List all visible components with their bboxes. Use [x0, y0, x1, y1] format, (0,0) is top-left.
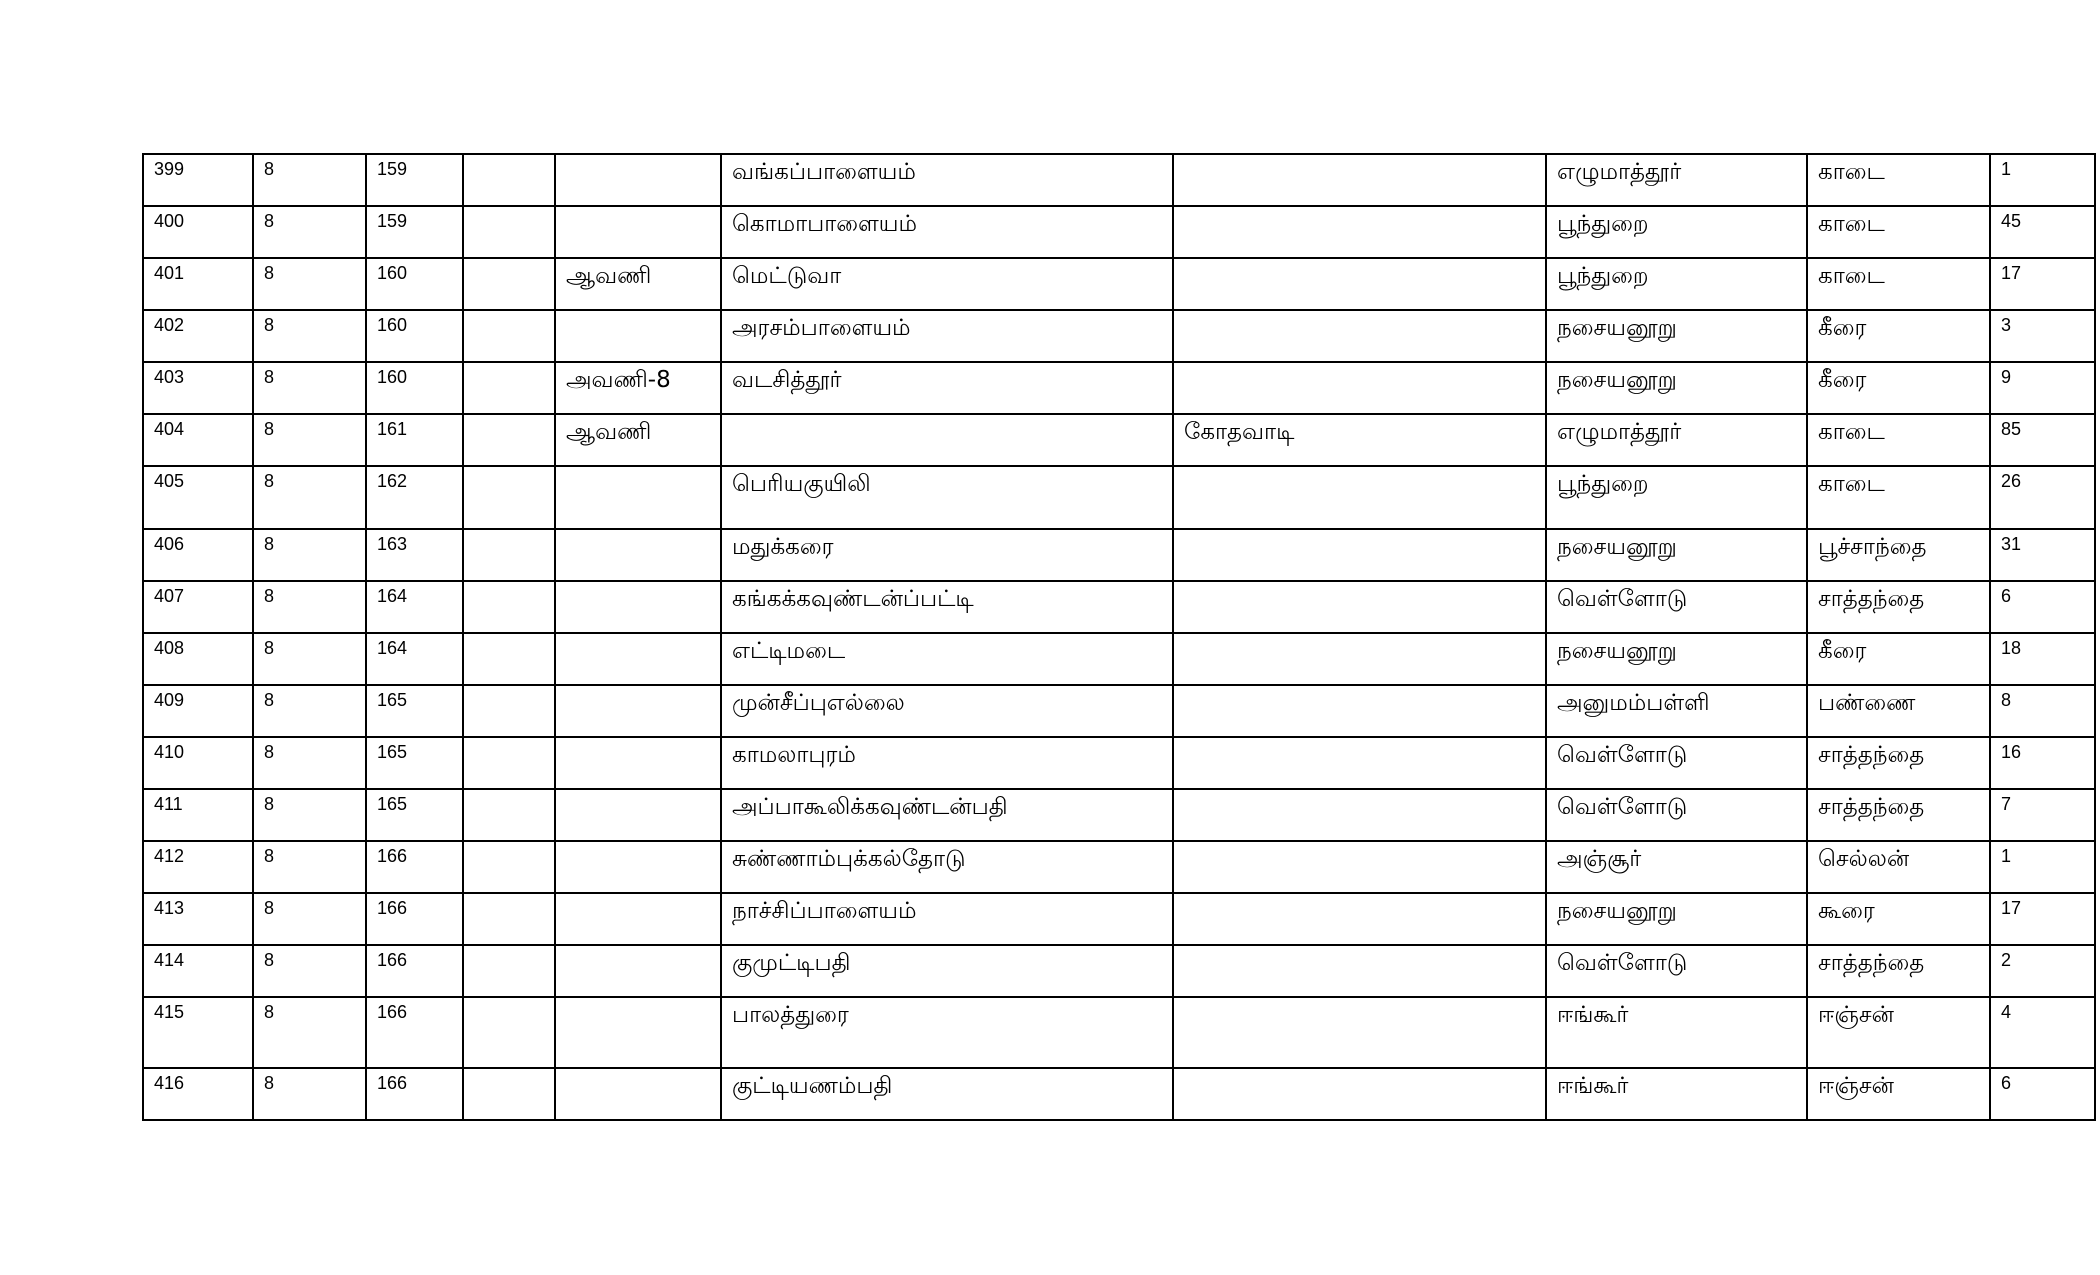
cell-month	[555, 737, 721, 789]
cell-col3: 159	[366, 206, 463, 258]
cell-month	[555, 581, 721, 633]
cell-serial-number: 414	[143, 945, 253, 997]
cell-serial-number: 401	[143, 258, 253, 310]
cell-month	[555, 1068, 721, 1120]
cell-month: ஆவணி	[555, 258, 721, 310]
cell-col4	[463, 414, 555, 466]
cell-col4	[463, 466, 555, 529]
cell-village: பாலத்துரை	[721, 997, 1173, 1068]
cell-month	[555, 789, 721, 841]
cell-col4	[463, 310, 555, 362]
cell-village	[721, 414, 1173, 466]
cell-col4	[463, 1068, 555, 1120]
cell-serial-number: 409	[143, 685, 253, 737]
cell-village: பெரியகுயிலி	[721, 466, 1173, 529]
cell-panchayat: நசையனூறு	[1546, 310, 1807, 362]
cell-count: 45	[1990, 206, 2095, 258]
cell-caste: சாத்தந்தை	[1807, 945, 1990, 997]
cell-col4	[463, 789, 555, 841]
cell-count: 1	[1990, 154, 2095, 206]
cell-panchayat: அஞ்சூர்	[1546, 841, 1807, 893]
table-body	[143, 154, 2095, 1120]
cell-caste: கீரை	[1807, 633, 1990, 685]
cell-hamlet	[1173, 997, 1546, 1068]
table-row	[143, 633, 2095, 685]
cell-count: 9	[1990, 362, 2095, 414]
cell-caste: காடை	[1807, 206, 1990, 258]
cell-count: 26	[1990, 466, 2095, 529]
cell-panchayat: வெள்ளோடு	[1546, 737, 1807, 789]
cell-village: மதுக்கரை	[721, 529, 1173, 581]
cell-hamlet: கோதவாடி	[1173, 414, 1546, 466]
cell-serial-number: 400	[143, 206, 253, 258]
cell-serial-number: 415	[143, 997, 253, 1068]
cell-serial-number: 405	[143, 466, 253, 529]
cell-village: காமலாபுரம்	[721, 737, 1173, 789]
cell-panchayat: நசையனூறு	[1546, 893, 1807, 945]
table-row	[143, 154, 2095, 206]
cell-hamlet	[1173, 893, 1546, 945]
cell-caste: காடை	[1807, 154, 1990, 206]
cell-hamlet	[1173, 206, 1546, 258]
cell-hamlet	[1173, 581, 1546, 633]
cell-village: எட்டிமடை	[721, 633, 1173, 685]
cell-month	[555, 841, 721, 893]
cell-hamlet	[1173, 310, 1546, 362]
cell-panchayat: பூந்துறை	[1546, 206, 1807, 258]
cell-col3: 166	[366, 945, 463, 997]
cell-col3: 164	[366, 633, 463, 685]
cell-count: 16	[1990, 737, 2095, 789]
cell-col4	[463, 945, 555, 997]
cell-col2: 8	[253, 154, 366, 206]
cell-serial-number: 413	[143, 893, 253, 945]
cell-col2: 8	[253, 737, 366, 789]
cell-count: 2	[1990, 945, 2095, 997]
cell-hamlet	[1173, 1068, 1546, 1120]
cell-col4	[463, 154, 555, 206]
cell-col2: 8	[253, 466, 366, 529]
cell-caste: சாத்தந்தை	[1807, 789, 1990, 841]
cell-panchayat: ஈங்கூர்	[1546, 1068, 1807, 1120]
cell-count: 4	[1990, 997, 2095, 1068]
cell-panchayat: பூந்துறை	[1546, 466, 1807, 529]
cell-village: கங்கக்கவுண்டன்ப்பட்டி	[721, 581, 1173, 633]
cell-count: 17	[1990, 893, 2095, 945]
cell-serial-number: 399	[143, 154, 253, 206]
cell-village: அரசம்பாளையம்	[721, 310, 1173, 362]
cell-col2: 8	[253, 893, 366, 945]
cell-col3: 165	[366, 685, 463, 737]
records-table	[142, 153, 2096, 1121]
cell-col3: 166	[366, 893, 463, 945]
cell-hamlet	[1173, 685, 1546, 737]
table-row	[143, 737, 2095, 789]
cell-col3: 166	[366, 841, 463, 893]
cell-col4	[463, 685, 555, 737]
cell-month	[555, 893, 721, 945]
cell-hamlet	[1173, 258, 1546, 310]
cell-village: நாச்சிப்பாளையம்	[721, 893, 1173, 945]
cell-village: குமுட்டிபதி	[721, 945, 1173, 997]
cell-serial-number: 403	[143, 362, 253, 414]
cell-caste: காடை	[1807, 414, 1990, 466]
cell-month	[555, 154, 721, 206]
cell-month	[555, 685, 721, 737]
cell-hamlet	[1173, 466, 1546, 529]
cell-col3: 163	[366, 529, 463, 581]
cell-month	[555, 466, 721, 529]
cell-col3: 166	[366, 1068, 463, 1120]
cell-caste: பூச்சாந்தை	[1807, 529, 1990, 581]
cell-count: 18	[1990, 633, 2095, 685]
cell-col2: 8	[253, 633, 366, 685]
table-row	[143, 414, 2095, 466]
cell-count: 31	[1990, 529, 2095, 581]
cell-caste: கீரை	[1807, 362, 1990, 414]
cell-panchayat: அனுமம்பள்ளி	[1546, 685, 1807, 737]
cell-hamlet	[1173, 737, 1546, 789]
cell-col3: 160	[366, 310, 463, 362]
cell-serial-number: 412	[143, 841, 253, 893]
cell-caste: காடை	[1807, 466, 1990, 529]
cell-col4	[463, 581, 555, 633]
cell-panchayat: ஈங்கூர்	[1546, 997, 1807, 1068]
cell-col3: 160	[366, 258, 463, 310]
table-row	[143, 841, 2095, 893]
cell-panchayat: எழுமாத்தூர்	[1546, 414, 1807, 466]
cell-col4	[463, 529, 555, 581]
cell-col2: 8	[253, 685, 366, 737]
cell-col2: 8	[253, 1068, 366, 1120]
cell-col4	[463, 206, 555, 258]
cell-col4	[463, 893, 555, 945]
cell-serial-number: 402	[143, 310, 253, 362]
cell-col2: 8	[253, 789, 366, 841]
cell-col4	[463, 362, 555, 414]
cell-col4	[463, 737, 555, 789]
cell-col2: 8	[253, 258, 366, 310]
cell-caste: கூரை	[1807, 893, 1990, 945]
cell-count: 6	[1990, 581, 2095, 633]
table-row	[143, 206, 2095, 258]
cell-village: வங்கப்பாளையம்	[721, 154, 1173, 206]
cell-panchayat: நசையனூறு	[1546, 633, 1807, 685]
cell-village: மெட்டுவா	[721, 258, 1173, 310]
cell-panchayat: வெள்ளோடு	[1546, 945, 1807, 997]
cell-col4	[463, 633, 555, 685]
table-row	[143, 1068, 2095, 1120]
cell-col3: 162	[366, 466, 463, 529]
cell-month	[555, 997, 721, 1068]
cell-serial-number: 410	[143, 737, 253, 789]
table-row	[143, 893, 2095, 945]
cell-panchayat: வெள்ளோடு	[1546, 789, 1807, 841]
cell-col2: 8	[253, 310, 366, 362]
cell-caste: சாத்தந்தை	[1807, 737, 1990, 789]
cell-month	[555, 633, 721, 685]
cell-count: 3	[1990, 310, 2095, 362]
cell-col3: 161	[366, 414, 463, 466]
cell-col4	[463, 997, 555, 1068]
cell-month	[555, 529, 721, 581]
table-row	[143, 258, 2095, 310]
cell-serial-number: 408	[143, 633, 253, 685]
cell-count: 7	[1990, 789, 2095, 841]
cell-col2: 8	[253, 945, 366, 997]
cell-col2: 8	[253, 414, 366, 466]
cell-count: 17	[1990, 258, 2095, 310]
cell-caste: செல்லன்	[1807, 841, 1990, 893]
cell-hamlet	[1173, 529, 1546, 581]
cell-caste: ஈஞ்சன்	[1807, 997, 1990, 1068]
cell-caste: காடை	[1807, 258, 1990, 310]
cell-col4	[463, 258, 555, 310]
cell-hamlet	[1173, 633, 1546, 685]
table-row	[143, 466, 2095, 529]
table-row	[143, 529, 2095, 581]
cell-hamlet	[1173, 362, 1546, 414]
cell-serial-number: 404	[143, 414, 253, 466]
cell-count: 8	[1990, 685, 2095, 737]
cell-serial-number: 411	[143, 789, 253, 841]
cell-caste: கீரை	[1807, 310, 1990, 362]
cell-col3: 166	[366, 997, 463, 1068]
cell-serial-number: 416	[143, 1068, 253, 1120]
cell-village: அப்பாகூலிக்கவுண்டன்பதி	[721, 789, 1173, 841]
cell-serial-number: 406	[143, 529, 253, 581]
table-row	[143, 362, 2095, 414]
cell-col2: 8	[253, 362, 366, 414]
cell-month: அவணி-8	[555, 362, 721, 414]
cell-village: சுண்ணாம்புக்கல்தோடு	[721, 841, 1173, 893]
cell-caste: சாத்தந்தை	[1807, 581, 1990, 633]
cell-col2: 8	[253, 841, 366, 893]
cell-caste: பண்ணை	[1807, 685, 1990, 737]
cell-hamlet	[1173, 154, 1546, 206]
cell-col4	[463, 841, 555, 893]
table-row	[143, 581, 2095, 633]
cell-panchayat: நசையனூறு	[1546, 529, 1807, 581]
cell-month	[555, 310, 721, 362]
cell-village: வடசித்தூர்	[721, 362, 1173, 414]
table-row	[143, 945, 2095, 997]
cell-panchayat: எழுமாத்தூர்	[1546, 154, 1807, 206]
cell-col2: 8	[253, 581, 366, 633]
table-row	[143, 310, 2095, 362]
cell-panchayat: பூந்துறை	[1546, 258, 1807, 310]
table-row	[143, 685, 2095, 737]
cell-count: 85	[1990, 414, 2095, 466]
cell-count: 6	[1990, 1068, 2095, 1120]
cell-village: கொமாபாளையம்	[721, 206, 1173, 258]
cell-month	[555, 206, 721, 258]
cell-month: ஆவணி	[555, 414, 721, 466]
cell-village: குட்டியணம்பதி	[721, 1068, 1173, 1120]
cell-hamlet	[1173, 945, 1546, 997]
cell-col2: 8	[253, 997, 366, 1068]
cell-serial-number: 407	[143, 581, 253, 633]
table-row	[143, 789, 2095, 841]
cell-col2: 8	[253, 529, 366, 581]
cell-col3: 159	[366, 154, 463, 206]
cell-col3: 164	[366, 581, 463, 633]
cell-panchayat: நசையனூறு	[1546, 362, 1807, 414]
cell-col2: 8	[253, 206, 366, 258]
cell-month	[555, 945, 721, 997]
cell-col3: 165	[366, 789, 463, 841]
cell-col3: 165	[366, 737, 463, 789]
cell-caste: ஈஞ்சன்	[1807, 1068, 1990, 1120]
cell-village: முன்சீப்புஎல்லை	[721, 685, 1173, 737]
cell-col3: 160	[366, 362, 463, 414]
cell-count: 1	[1990, 841, 2095, 893]
cell-hamlet	[1173, 841, 1546, 893]
cell-panchayat: வெள்ளோடு	[1546, 581, 1807, 633]
table-row	[143, 997, 2095, 1068]
cell-hamlet	[1173, 789, 1546, 841]
